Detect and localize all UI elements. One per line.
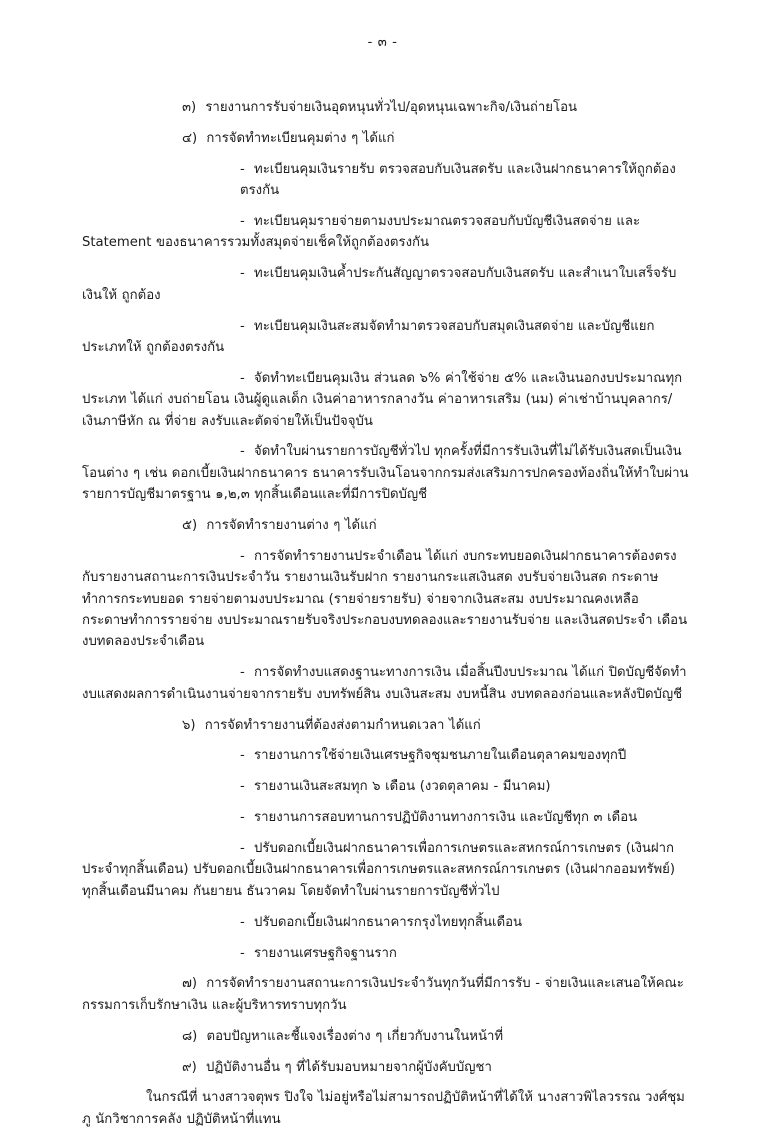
paragraph-text: ปฏิบัติงานอื่น ๆ ที่ได้รับมอบหมายจากผู้บังคับบัญชา [206, 1059, 492, 1075]
dash-bullet: - [240, 266, 245, 282]
paragraph-item-9 [82, 1057, 690, 1078]
paragraph-item-3 [82, 97, 690, 118]
paragraph-text: ทะเบียนคุมเงินรายรับ ตรวจสอบกับเงินสดรับ และเงินฝากธนาคารให้ถูกต้องตรงกัน [240, 161, 676, 199]
paragraph-text: การจัดทำรายงานสถานะการเงินประจำวันทุกวันที่มีการรับ - จ่ายเงินและเสนอให้คณะกรรมการเก็บรักษาเงิน และผู้บริหารทราบทุกวัน [82, 976, 684, 1013]
dash-bullet: - [240, 214, 245, 229]
paragraph-text: จัดทำใบผ่านรายการบัญชีทั่วไป ทุกครั้งที่มีการรับเงินที่ไม่ได้รับเงินสดเป็นเงินโอนต่าง ๆ เช่น ดอกเบี้ยเงินฝากธนาคาร ธนาคารรับเงินโอนจากกรมส่งเสริมการปกครองท้องถิ่นให้ทำใบผ่านรายการบัญชีมาตรฐาน ๑,๒,๓ ทุกสิ้นเดือนและที่มีการปิดบัญชี [82, 444, 689, 503]
dash-bullet: - [240, 665, 245, 681]
paragraph-text: ในกรณีที่ นางสาวจตุพร ปิงใจ ไม่อยู่หรือไม่สามารถปฏิบัติหน้าที่ได้ให้ นางสาวพิไลวรรณ วงศ์ชุมภู นักวิชาการคลัง ปฏิบัติหน้าที่แทน [82, 1090, 685, 1127]
paragraph-item-6-dash-6 [82, 943, 690, 964]
dash-bullet: - [240, 370, 245, 386]
paragraph-text: ตอบปัญหาและชี้แจงเรื่องต่าง ๆ เกี่ยวกับงานในหน้าที่ [206, 1028, 504, 1044]
paragraph-item-8 [82, 1026, 690, 1047]
dash-bullet: - [240, 914, 245, 930]
paragraph-item-4-dash-1 [82, 159, 690, 202]
dash-bullet: - [240, 810, 245, 826]
paragraph-text: รายงานเศรษฐกิจฐานราก [254, 945, 397, 961]
paragraph-text: การจัดทำรายงานประจำเดือน ได้แก่ งบกระทบยอดเงินฝากธนาคารต้องตรงกับรายงานสถานะการเงินประจำวัน รายงานเงินรับฝาก รายงานกระแสเงินสด งบรับจ่ายเงินสด กระดาษทำการกระทบยอด รายจ่ายตามงบประมาณ (รายจ่ายรายรับ) จ่ายจากเงินสะสม งบประมาณคงเหลือ กระดาษทำการรายจ่าย งบประมาณรายรับจริงประกอบงบทดลองและรายงานรับจ่าย และเงินสดประจำ เดือน งบทดลองประจำเดือน [82, 548, 688, 650]
paragraph-text: การจัดทำรายงานที่ต้องส่งตามกำหนดเวลา ได้แก่ [204, 717, 481, 733]
paragraph-item-4-dash-2 [82, 211, 690, 254]
dash-bullet: - [240, 841, 245, 856]
paragraph-item-6 [82, 715, 690, 736]
dash-bullet: - [240, 945, 245, 961]
paragraph-text: ทะเบียนคุมเงินสะสมจัดทำมาตรวจสอบกับสมุดเงินสดจ่าย และบัญชีแยกประเภทให้ ถูกต้องตรงกัน [82, 318, 655, 355]
item-marker: ๘) [182, 1028, 207, 1044]
paragraph-item-4 [82, 128, 690, 149]
paragraph-text: รายงานการใช้จ่ายเงินเศรษฐกิจชุมชนภายในเดือนตุลาคมของทุกปี [254, 748, 627, 764]
page-number: - ๓ - [367, 34, 398, 50]
dash-bullet: - [240, 444, 245, 460]
paragraph-text: ปรับดอกเบี้ยเงินฝากธนาคารเพื่อการเกษตรและสหกรณ์การเกษตร (เงินฝากประจำทุกสิ้นเดือน) ปรับดอกเบี้ยเงินฝากธนาคารเพื่อการเกษตรและสหกรณ์การเกษตร (เงินฝากออมทรัพย์) ทุกสิ้นเดือนมีนาคม กันยายน ธันวาคม โดยจัดทำใบผ่านรายการบัญชีทั่วไป [82, 841, 676, 899]
dash-bullet: - [240, 779, 245, 795]
paragraph-text: การจัดทำรายงานต่าง ๆ ได้แก่ [206, 518, 377, 533]
item-marker: ๙) [182, 1059, 206, 1075]
paragraph-item-7 [82, 973, 690, 1016]
paragraph-text: ปรับดอกเบี้ยเงินฝากธนาคารกรุงไทยทุกสิ้นเดือน [254, 914, 523, 930]
paragraph-item-4-dash-6 [82, 441, 690, 505]
item-marker: ๔) [182, 130, 207, 146]
paragraph-item-5 [82, 515, 690, 536]
dash-bullet: - [240, 318, 245, 334]
paragraph-item-5-dash-1 [82, 546, 690, 653]
dash-bullet: - [240, 161, 245, 177]
dash-bullet: - [240, 748, 245, 764]
paragraph-item-4-dash-4 [82, 316, 690, 359]
paragraph-item-5-dash-2 [82, 662, 690, 705]
paragraph-text: รายงานการสอบทานการปฏิบัติงานทางการเงิน และบัญชีทุก ๓ เดือน [254, 810, 638, 826]
paragraph-text: รายงานเงินสะสมทุก ๖ เดือน (งวดตุลาคม - มีนาคม) [254, 779, 551, 795]
paragraph-item-6-dash-4 [82, 838, 690, 902]
item-marker: ๖) [182, 717, 205, 733]
item-marker: ๗) [182, 976, 207, 992]
paragraph-text: ทะเบียนคุมรายจ่ายตามงบประมาณตรวจสอบกับบัญชีเงินสดจ่าย และ Statement ของธนาคารรวมทั้งสมุดจ่ายเช็คให้ถูกต้องตรงกัน [82, 214, 641, 251]
paragraph-text: รายงานการรับจ่ายเงินอุดหนุนทั่วไป/อุดหนุนเฉพาะกิจ/เงินถ่ายโอน [205, 100, 578, 115]
dash-bullet: - [240, 548, 245, 564]
paragraph-item-6-dash-2 [82, 776, 690, 797]
paragraph-text: การจัดทำงบแสดงฐานะทางการเงิน เมื่อสิ้นปีงบประมาณ ได้แก่ ปิดบัญชีจัดทำงบแสดงผลการดำเนินงานจ่ายจากรายรับ งบทรัพย์สิน งบเงินสะสม งบหนี้สิน งบทดลองก่อนและหลังปิดบัญชี [82, 665, 687, 702]
document-body [82, 97, 690, 1130]
paragraph-item-6-dash-3 [82, 807, 690, 828]
paragraph-item-4-dash-5 [82, 368, 690, 432]
paragraph-item-4-dash-3 [82, 263, 690, 306]
paragraph-text: การจัดทำทะเบียนคุมต่าง ๆ ได้แก่ [206, 130, 395, 146]
item-marker: ๓) [182, 100, 206, 115]
paragraph-text: จัดทำทะเบียนคุมเงิน ส่วนลด ๖% ค่าใช้จ่าย ๕% และเงินนอกงบประมาณทุกประเภท ได้แก่ งบถ่ายโอน เงินผู้ดูแลเด็ก เงินค่าอาหารกลางวัน ค่าอาหารเสริม (นม) ค่าเช่าบ้านบุคลากร/เงินภาษีหัก ณ ที่จ่าย ลงรับและตัดจ่ายให้เป็นปัจจุบัน [82, 370, 683, 429]
paragraph-closing [82, 1087, 690, 1130]
item-marker: ๕) [182, 518, 207, 533]
paragraph-item-6-dash-5 [82, 912, 690, 933]
paragraph-text: ทะเบียนคุมเงินค้ำประกันสัญญาตรวจสอบกับเงินสดรับ และสำเนาใบเสร็จรับเงินให้ ถูกต้อง [82, 266, 677, 303]
paragraph-item-6-dash-1 [82, 745, 690, 766]
